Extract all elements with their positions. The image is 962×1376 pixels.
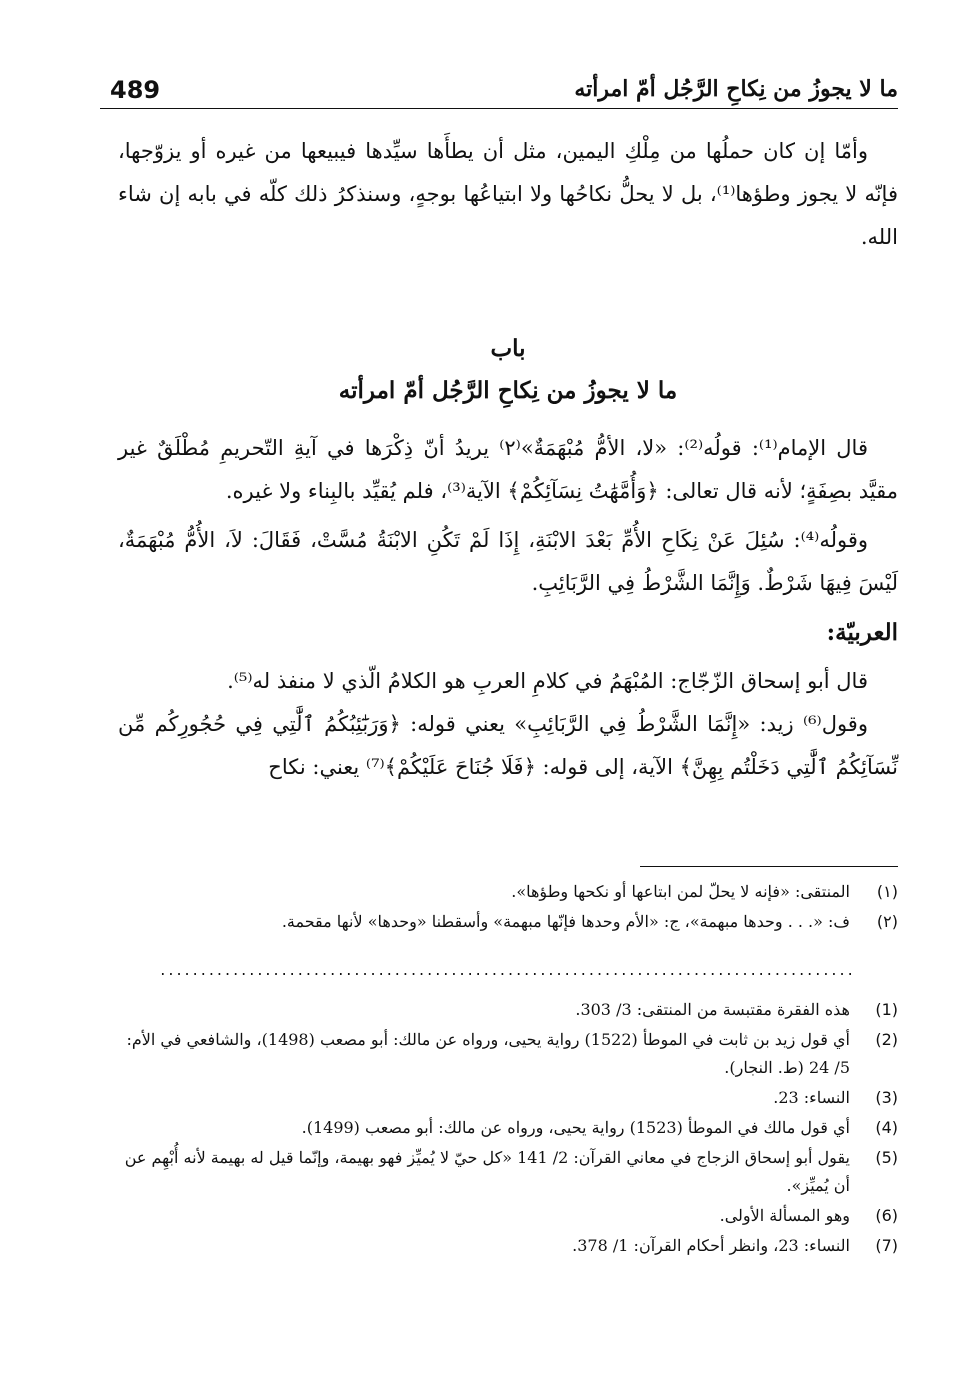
footnote-text: النساء: 23، وانظر أحكام القرآن: 1/ 378.: [572, 1236, 850, 1255]
note-number: (٢): [876, 912, 898, 931]
footnote-number: (2): [875, 1030, 898, 1049]
footnote-number: (5): [875, 1148, 898, 1167]
page-header: [100, 72, 898, 106]
apparatus-note: [118, 878, 898, 906]
footnote-text: هذه الفقرة مقتبسة من المنتقى: 3/ 303.: [575, 1000, 850, 1019]
section-heading: العربيّة:: [826, 619, 898, 646]
arabic-paragraph-1: قال أبو إسحاق الزّجّاج: المُبْهَمُ في كلامِ العربِ هو الكلامُ الّذي لا منفذ له⁽⁵⁾.: [227, 669, 868, 693]
page-number: 489: [110, 76, 161, 104]
footnote: [118, 1232, 898, 1260]
footnote-number: (7): [875, 1236, 898, 1255]
arabic-paragraph-2: وقول⁽⁶⁾ زيد: «إِنَّمَا الشَّرْطُ فِي الرَّبَائِبِ» يعني قوله: ﴿وَرَبَٰٓئِبُكُمُ ٱلَّٰتِي فِي حُجُورِكُم مِّن نِّسَآئِكُمُ ٱلَّٰتِي دَخَلْتُم بِهِنَّ﴾ الآية، إلى قوله: ﴿فَلَا جُنَاحَ عَلَيْكُمْ﴾⁽⁷⁾ يعني: نكاح: [118, 712, 898, 779]
main-text: [118, 130, 898, 789]
footnotes: [118, 994, 898, 1262]
running-title: ما لا يجوزُ من نِكاحِ الرَّجُل أمّ امرأته: [574, 76, 898, 102]
footnote: [118, 1114, 898, 1142]
quote-paragraph: وقولُه⁽⁴⁾: سُئِلَ عَنْ نِكَاحِ الأُمِّ بَعْدَ الابْنَةِ، إِذَا لَمْ تَكُنِ الابْنَةُ مُسَّتْ، فَقَالَ: لاَ، الأُمُّ مُبْهَمَةٌ، لَيْسَ فِيهَا شَرْطٌ. وَإِنَّمَا الشَّرْطُ فِي الرَّبَائِبِ.: [118, 528, 898, 595]
note-number: (١): [876, 882, 898, 901]
footnote-number: (3): [875, 1088, 898, 1107]
footnote: [118, 1144, 898, 1200]
apparatus-note: [118, 908, 898, 936]
apparatus-notes: [118, 876, 898, 938]
top-paragraph: وأمّا إن كان حملُها من مِلْكِ اليمين، مثل أن يطأَها سيِّدها فيبيعها من غيره أو يزوّجها، فإنّه لا يجوز وطؤها⁽¹⁾، بل لا يحلُّ نكاحُها ولا ابتياعُها بوجهٍ، وسنذكرُ ذلك كلّه في بابه إن شاء الله.: [118, 139, 898, 249]
footnote-rule: [640, 866, 898, 867]
footnote-number: (6): [875, 1206, 898, 1225]
note-text: ف: «. . . وحدها مبهمة»، ج: «الأم وحدها فإنّها مبهمة» وأسقطنا «وحدها» لأنها مقحمة.: [281, 912, 850, 931]
footnote: [118, 1026, 898, 1082]
footnote-number: (4): [875, 1118, 898, 1137]
footnote-text: أي قول مالك في الموطأ (1523) رواية يحيى، ورواه عن مالك: أبو مصعب (1499).: [301, 1118, 850, 1137]
footnote-text: يقول أبو إسحاق الزجاج في معاني القرآن: 2/ 141 «كل حيّ لا يُميِّز فهو بهيمة، وإنّما قيل له بهيمة لأنه أُبْهِم عن أن يُميِّز».: [124, 1148, 850, 1195]
footnote-text: وهو المسألة الأولى.: [719, 1206, 850, 1225]
footnote-text: أي قول زيد بن ثابت في الموطأ (1522) رواية يحيى، ورواه عن مالك: أبو مصعب (1498)، والشافعي في الأم: 5/ 24 (ط. النجار).: [126, 1030, 850, 1077]
dotted-separator: ......................................................................................: [160, 960, 856, 979]
note-text: المنتقى: «فإنه لا يحلّ لمن ابتاعها أو نكحها وطؤها».: [511, 882, 850, 901]
header-rule: [100, 108, 898, 109]
chapter-heading: باب: [490, 335, 526, 362]
footnote: [118, 1202, 898, 1230]
footnote-text: النساء: 23.: [773, 1088, 850, 1107]
imam-paragraph: قال الإمام⁽¹⁾: قولُه⁽²⁾: «لا، الأمُّ مُبْهَمَةٌ»⁽٢⁾ يريدُ أنّ ذِكْرَها في آيةِ التّحريمِ مُطْلَقٌ غير مقيَّد بصِفَةٍ؛ لأنه قال تعالى: ﴿وَأُمَّهَٰتُ نِسَآئِكُمْ﴾ الآية⁽³⁾، فلم يُقيِّد بالبِناء ولا غيره.: [118, 436, 898, 503]
footnote: [118, 996, 898, 1024]
footnote: [118, 1084, 898, 1112]
chapter-title: ما لا يجوزُ من نِكاحِ الرَّجُل أمّ امرأته: [338, 377, 678, 404]
footnote-number: (1): [875, 1000, 898, 1019]
